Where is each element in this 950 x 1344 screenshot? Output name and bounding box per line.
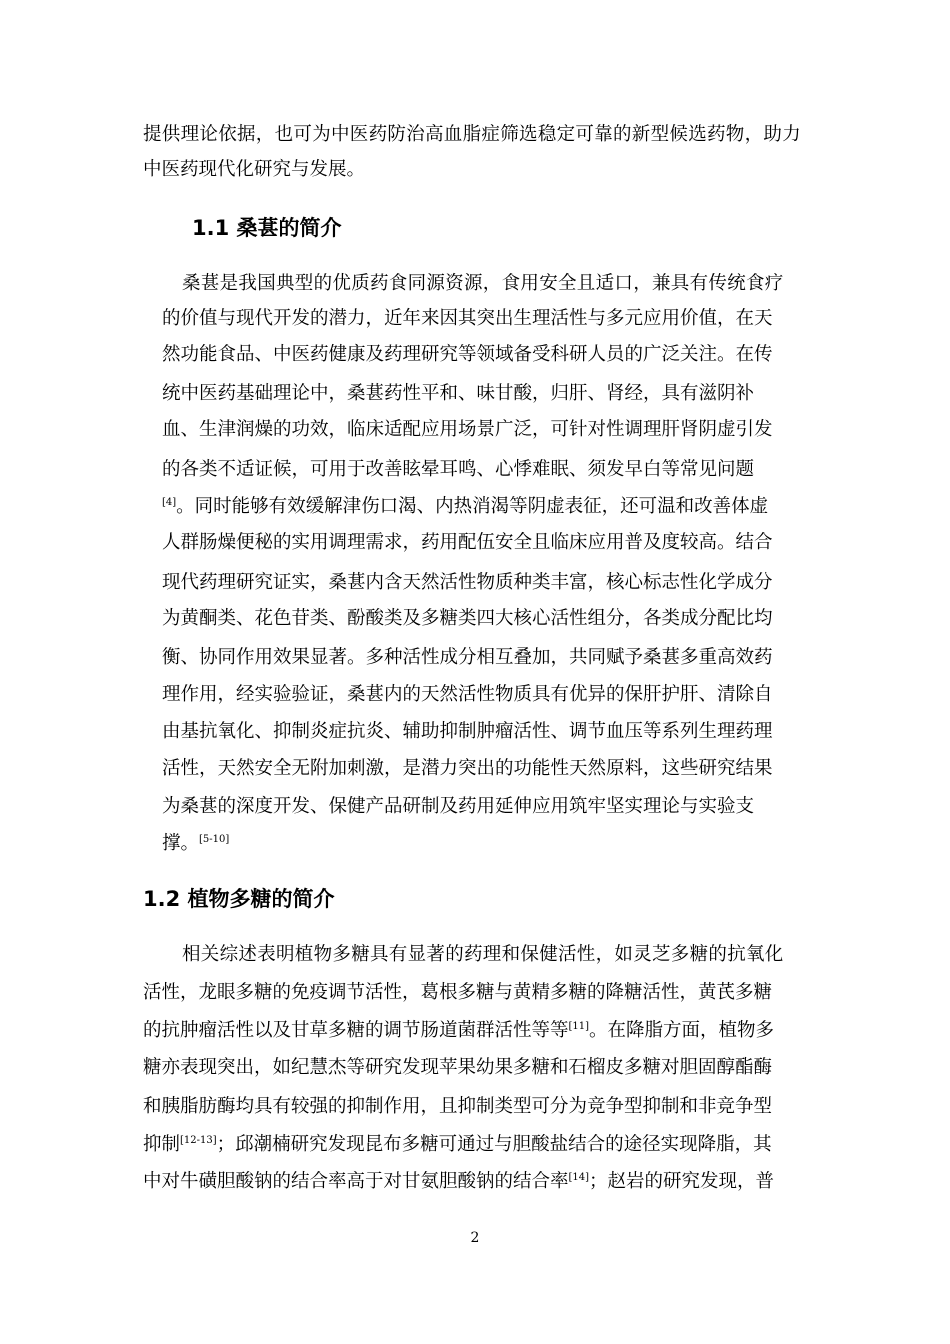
s2-line-3-text-b: 。在降脂方面，植物多 (589, 1020, 775, 1041)
s1-line-3: 然功能食品、中医药健康及药理研究等领域备受科研人员的广泛关注。在传 (162, 344, 773, 365)
s1-line-7-text: 。同时能够有效缓解津伤口渴、内热消渴等阴虚表征，还可温和改善体虚 (176, 496, 769, 517)
page-number: 2 (470, 1230, 480, 1246)
section-heading-1-2: 1.2 植物多糖的简介 (143, 887, 335, 911)
s2-line-6 (143, 1133, 772, 1157)
s2-line-2: 活性，龙眼多糖的免疫调节活性，葛根多糖与黄精多糖的降糖活性，黄芪多糖 (143, 982, 773, 1003)
s1-line-16-text: 撑。 (162, 833, 200, 854)
s2-line-7-text-b: ；赵岩的研究发现，普 (589, 1171, 775, 1192)
s2-line-5: 和胰脂肪酶均具有较强的抑制作用，且抑制类型可分为竞争型抑制和非竞争型 (143, 1096, 773, 1117)
s1-line-7 (162, 495, 768, 519)
s2-line-7 (143, 1170, 774, 1194)
section-heading-1-1: 1.1 桑葚的简介 (192, 216, 342, 240)
citation-ref: [12-13] (180, 1134, 217, 1146)
s1-line-14: 活性，天然安全无附加刺激，是潜力突出的功能性天然原料，这些研究结果 (162, 758, 773, 779)
s1-line-9: 现代药理研究证实，桑葚内含天然活性物质种类丰富，核心标志性化学成分 (162, 572, 773, 593)
s2-line-1: 相关综述表明植物多糖具有显著的药理和保健活性，如灵芝多糖的抗氧化 (182, 944, 784, 965)
citation-ref: [14] (568, 1171, 590, 1183)
s2-line-3 (143, 1019, 774, 1043)
s1-line-15: 为桑葚的深度开发、保健产品研制及药用延伸应用筑牢坚实理论与实验支 (162, 796, 755, 817)
s1-line-13: 由基抗氧化、抑制炎症抗炎、辅助抑制肿瘤活性、调节血压等系列生理药理 (162, 721, 773, 742)
s2-line-4: 糖亦表现突出，如纪慧杰等研究发现苹果幼果多糖和石榴皮多糖对胆固醇酯酶 (143, 1057, 773, 1078)
citation-ref: [4] (162, 496, 177, 508)
s1-line-1: 桑葚是我国典型的优质药食同源资源，食用安全且适口，兼具有传统食疗 (182, 273, 784, 294)
s1-line-4: 统中医药基础理论中，桑葚药性平和、味甘酸，归肝、肾经，具有滋阴补 (162, 383, 755, 404)
citation-ref: [11] (568, 1020, 590, 1032)
intro-line-2: 中医药现代化研究与发展。 (143, 159, 366, 180)
citation-ref: [5-10] (199, 833, 230, 845)
s1-line-2: 的价值与现代开发的潜力，近年来因其突出生理活性与多元应用价值，在天 (162, 308, 773, 329)
s1-line-5: 血、生津润燥的功效，临床适配应用场景广泛，可针对性调理肝肾阴虚引发 (162, 419, 773, 440)
s2-line-3-text-a: 的抗肿瘤活性以及甘草多糖的调节肠道菌群活性等等 (143, 1020, 569, 1041)
s1-line-6: 的各类不适证候，可用于改善眩晕耳鸣、心悸难眠、须发早白等常见问题 (162, 459, 755, 480)
s1-line-12: 理作用，经实验验证，桑葚内的天然活性物质具有优异的保肝护肝、清除自 (162, 684, 773, 705)
s2-line-6-text-b: ；邱潮楠研究发现昆布多糖可通过与胆酸盐结合的途径实现降脂，其 (216, 1134, 772, 1155)
s1-line-10: 为黄酮类、花色苷类、酚酸类及多糖类四大核心活性组分，各类成分配比均 (162, 608, 773, 629)
s2-line-6-text-a: 抑制 (143, 1134, 181, 1155)
s1-line-16 (162, 832, 229, 856)
s1-line-8: 人群肠燥便秘的实用调理需求，药用配伍安全且临床应用普及度较高。结合 (162, 532, 773, 553)
s1-line-11: 衡、协同作用效果显著。多种活性成分相互叠加，共同赋予桑葚多重高效药 (162, 647, 773, 668)
intro-line-1: 提供理论依据，也可为中医药防治高血脂症筛选稳定可靠的新型候选药物，助力 (143, 124, 802, 145)
s2-line-7-text-a: 中对牛磺胆酸钠的结合率高于对甘氨胆酸钠的结合率 (143, 1171, 569, 1192)
